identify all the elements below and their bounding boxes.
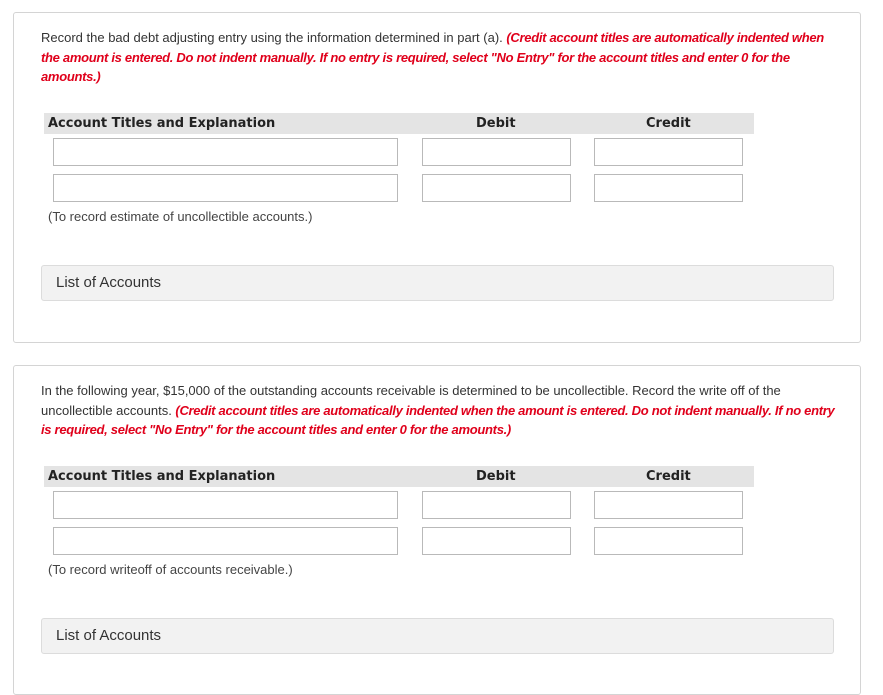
instruction-note-2: (Credit account titles are automatically indented when the amount is entered. Do not indent manually. If no entry is required, select "No Entry" for the account titles and enter 0 for the amounts.) <box>41 402 835 437</box>
credit-input-1-2[interactable] <box>594 174 743 202</box>
journal-entry-panel-1 <box>13 12 861 343</box>
instructions-2 <box>41 381 836 440</box>
instruction-text-2: In the following year, $15,000 of the outstanding accounts receivable is determined to be uncollectible. Record the write off of the uncollectible accounts. <box>41 383 781 418</box>
credit-input-2-2[interactable] <box>594 527 743 555</box>
list-of-accounts-button-2[interactable]: List of Accounts <box>41 618 834 654</box>
debit-input-1-2[interactable] <box>422 174 571 202</box>
credit-input-1-1[interactable] <box>594 138 743 166</box>
header-account-titles: Account Titles and Explanation <box>48 116 276 131</box>
journal-table-header-2 <box>44 466 754 487</box>
entry-memo-2: (To record writeoff of accounts receivable.) <box>48 562 293 577</box>
account-title-input-1-1[interactable] <box>53 138 398 166</box>
instruction-text-1: Record the bad debt adjusting entry using the information determined in part (a). <box>41 30 507 45</box>
debit-input-1-1[interactable] <box>422 138 571 166</box>
header-debit: Debit <box>476 469 516 484</box>
list-of-accounts-button-1[interactable]: List of Accounts <box>41 265 834 301</box>
debit-input-2-1[interactable] <box>422 491 571 519</box>
account-title-input-2-2[interactable] <box>53 527 398 555</box>
journal-entry-panel-2 <box>13 365 861 695</box>
credit-input-2-1[interactable] <box>594 491 743 519</box>
header-credit: Credit <box>646 469 691 484</box>
instruction-note-1: (Credit account titles are automatically indented when the amount is entered. Do not indent manually. If no entry is required, select "No Entry" for the account titles and enter 0 for the amounts.) <box>41 30 824 84</box>
account-title-input-1-2[interactable] <box>53 174 398 202</box>
journal-table-header-1 <box>44 113 754 134</box>
entry-memo-1: (To record estimate of uncollectible accounts.) <box>48 209 313 224</box>
header-account-titles: Account Titles and Explanation <box>48 469 276 484</box>
debit-input-2-2[interactable] <box>422 527 571 555</box>
header-debit: Debit <box>476 116 516 131</box>
account-title-input-2-1[interactable] <box>53 491 398 519</box>
instructions-1 <box>41 28 836 87</box>
header-credit: Credit <box>646 116 691 131</box>
